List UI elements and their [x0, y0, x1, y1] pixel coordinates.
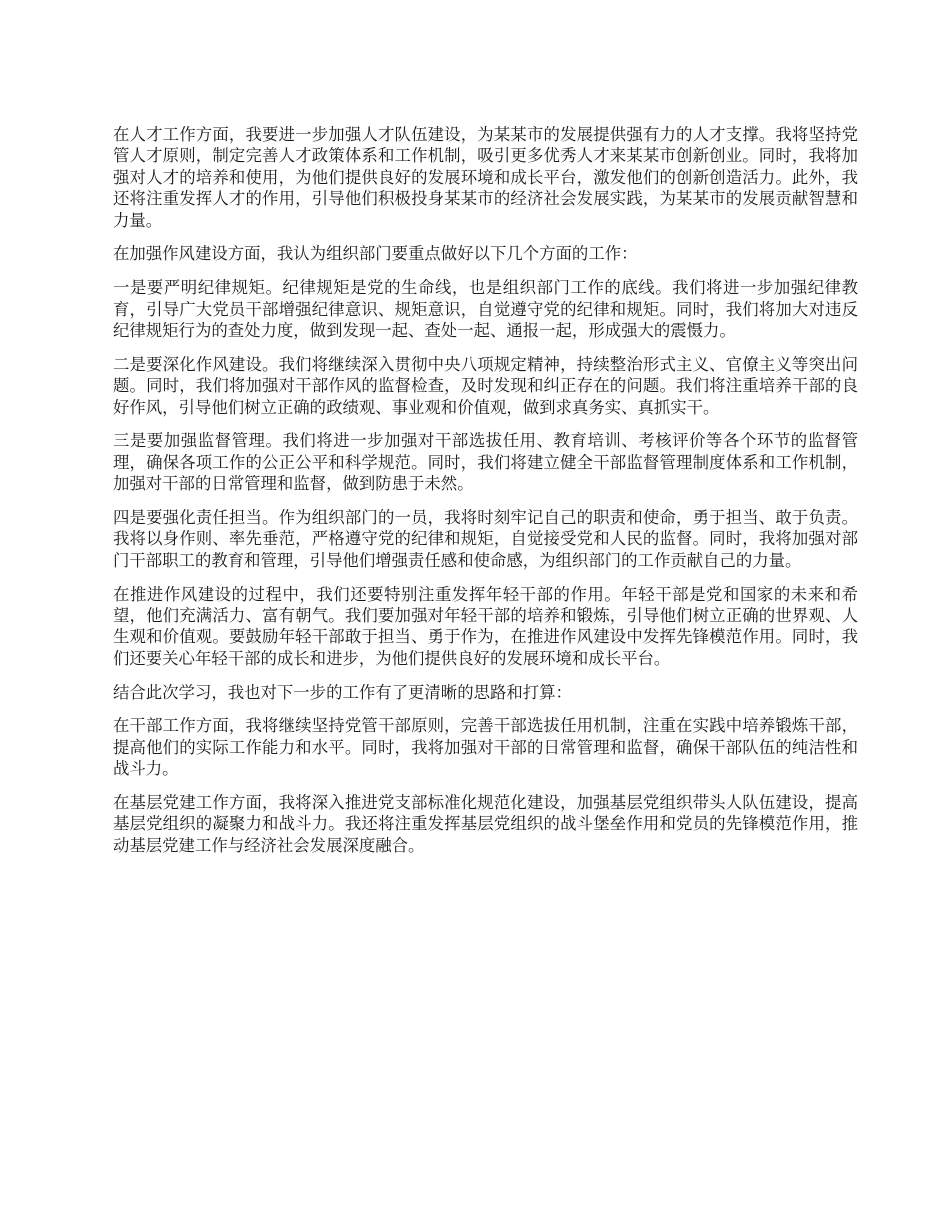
- paragraph-cadre-work: 在干部工作方面，我将继续坚持党管干部原则，完善干部选拔任用机制，注重在实践中培养锻炼干部，提高他们的实际工作能力和水平。同时，我将加强对干部的日常管理和监督，确保干部队伍的纯洁性和战斗力。: [113, 716, 858, 779]
- paragraph-discipline: 一是要严明纪律规矩。纪律规矩是党的生命线，也是组织部门工作的底线。我们将进一步加强纪律教育，引导广大党员干部增强纪律意识、规矩意识，自觉遵守党的纪律和规矩。同时，我们将加大对违反纪律规矩行为的查处力度，做到发现一起、查处一起、通报一起，形成强大的震慑力。: [113, 278, 858, 341]
- paragraph-young-cadres: 在推进作风建设的过程中，我们还要特别注重发挥年轻干部的作用。年轻干部是党和国家的未来和希望，他们充满活力、富有朝气。我们要加强对年轻干部的培养和锻炼，引导他们树立正确的世界观、人生观和价值观。要鼓励年轻干部敢于担当、勇于作为，在推进作风建设中发挥先锋模范作用。同时，我们还要关心年轻干部的成长和进步，为他们提供良好的发展环境和成长平台。: [113, 584, 858, 668]
- paragraph-talent-work: 在人才工作方面，我要进一步加强人才队伍建设，为某某市的发展提供强有力的人才支撑。我将坚持党管人才原则，制定完善人才政策体系和工作机制，吸引更多优秀人才来某某市创新创业。同时，我将加强对人才的培养和使用，为他们提供良好的发展环境和成长平台，激发他们的创新创造活力。此外，我还将注重发挥人才的作用，引导他们积极投身某某市的经济社会发展实践，为某某市的发展贡献智慧和力量。: [113, 125, 858, 230]
- paragraph-responsibility: 四是要强化责任担当。作为组织部门的一员，我将时刻牢记自己的职责和使命，勇于担当、敢于负责。我将以身作则、率先垂范，严格遵守党的纪律和规矩，自觉接受党和人民的监督。同时，我将加强对部门干部职工的教育和管理，引导他们增强责任感和使命感，为组织部门的工作贡献自己的力量。: [113, 508, 858, 570]
- document-body: [113, 124, 858, 869]
- paragraph-grassroots-party: 在基层党建工作方面，我将深入推进党支部标准化规范化建设，加强基层党组织带头人队伍建设，提高基层党组织的凝聚力和战斗力。我还将注重发挥基层党组织的战斗堡垒作用和党员的先锋模范作用，推动基层党建工作与经济社会发展深度融合。: [113, 793, 858, 855]
- paragraph-next-steps-intro: 结合此次学习，我也对下一步的工作有了更清晰的思路和打算：: [113, 682, 572, 702]
- paragraph-style-building-intro: 在加强作风建设方面，我认为组织部门要重点做好以下几个方面的工作：: [113, 244, 638, 264]
- paragraph-work-style: 二是要深化作风建设。我们将继续深入贯彻中央八项规定精神，持续整治形式主义、官僚主义等突出问题。同时，我们将加强对干部作风的监督检查，及时发现和纠正存在的问题。我们将注重培养干部的良好作风，引导他们树立正确的政绩观、事业观和价值观，做到求真务实、真抓实干。: [113, 354, 858, 417]
- paragraph-supervision: 三是要加强监督管理。我们将进一步加强对干部选拔任用、教育培训、考核评价等各个环节的监督管理，确保各项工作的公正公平和科学规范。同时，我们将建立健全干部监督管理制度体系和工作机制，加强对干部的日常管理和监督，做到防患于未然。: [113, 431, 858, 494]
